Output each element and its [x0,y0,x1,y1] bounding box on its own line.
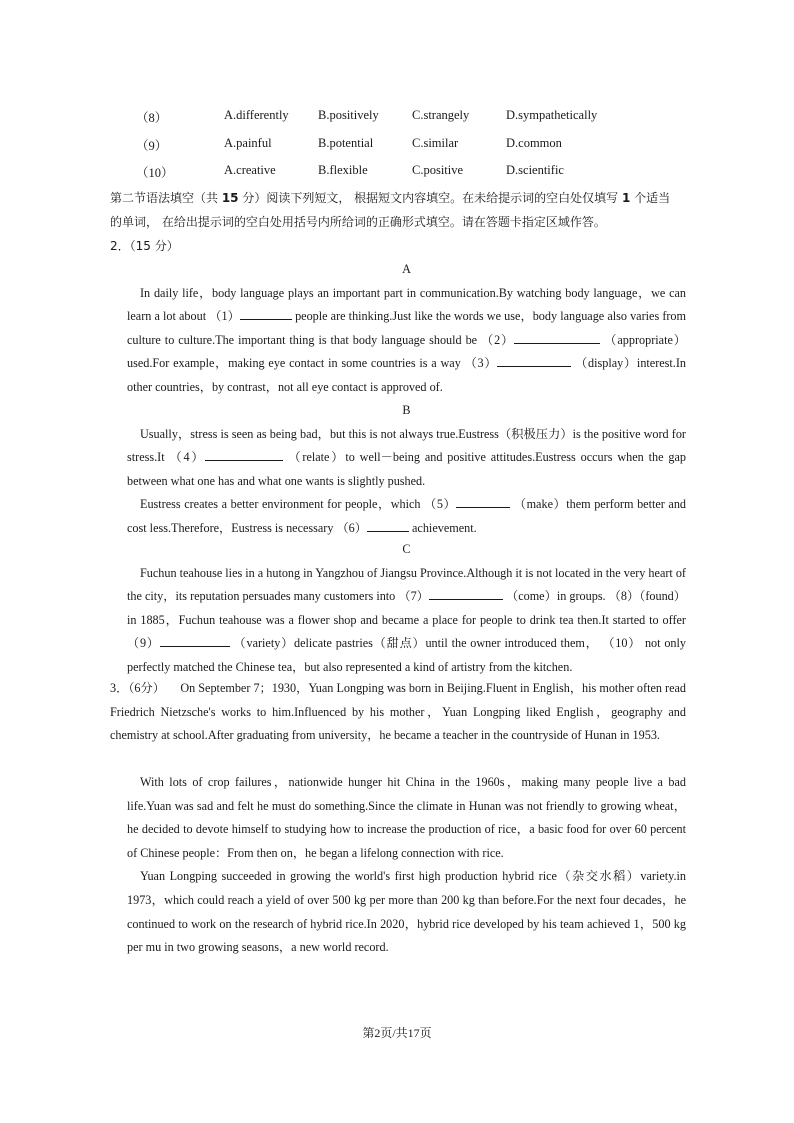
option-a: A.painful [224,136,272,150]
option-b: B.positively [318,108,379,122]
passage-c [127,538,686,680]
option-d: D.scientific [506,163,564,177]
blank-3[interactable] [497,353,571,367]
passage-a-paragraph: In daily life，body language plays an important part in communication.By watching body language，we can learn a lot about （1） people are thinking.Just like the words we use，body language also varies from culture to culture.The important thing is that body language should be （2） （appropriate） used.For example，making eye contact in some countries is a way （3） （display）interest.In other countries，by contrast，not all eye contact is approved of. [127,285,687,394]
question-3-paragraph-3: Yuan Longping succeeded in growing the world's first high production hybrid rice（杂交水稻）variety.in 1973，which could reach a yield of over 500 kg per more than 200 kg than before.For the next four decades，he continued to work on the research of hybrid rice.In 2020，hybrid rice developed by his team achieved 1，500 kg per mu in two growing seasons，a new world record. [127,869,686,955]
option-a: A.creative [224,163,276,177]
passage-b-paragraph-2: Eustress creates a better environment for people，which （5） （make）them perform better and cost less.Therefore，Eustress is necessary （6） achievement. [127,493,686,540]
passage-c-paragraph: Fuchun teahouse lies in a hutong in Yangzhou of Jiangsu Province.Although it is not located in the very heart of the city，its reputation persuades many customers into （7） （come）in groups. （8）（found）in 1885，Fuchun teahouse was a flower shop and became a place for people to drink tea then.It started to offer （9） （variety）delicate pastries（甜点）until the owner introduced them， （10） not only perfectly matched the Chinese tea，but also represented a kind of artistry from the kitchen. [127,565,686,674]
question-3-label: 3．（6分） [110,681,165,695]
question-3 [110,677,686,748]
question-3-paragraph-2: With lots of crop failures，nationwide hunger hit China in the 1960s，making many people live a bad life.Yuan was sad and felt he must do something.Since the climate in Hunan was not friendly to growing wheat，he decided to devote himself to studying how to increase the production of rice，a basic food for over 60 percent of Chinese people：From then on，he began a lifelong connection with rice. [127,775,686,860]
option-c: C.similar [412,136,459,150]
option-a: A.differently [224,108,289,122]
blank-9[interactable] [160,633,230,647]
page-footer: 第2页/共17页 [362,1026,432,1040]
option-number: （8） [136,111,168,125]
blank-6[interactable] [367,518,409,532]
option-number: （10） [136,166,174,180]
question-3-body [127,771,686,960]
passage-b [127,399,686,541]
option-number: （9） [136,139,168,153]
option-b: B.flexible [318,163,368,177]
question-3-paragraph-1: 3．（6分） On September 7；1930，Yuan Longping was born in Beijing.Fluent in English，his mother often read Friedrich Nietzsche's works to him.Influenced by his mother，Yuan Longping liked English，geography and chemistry at school.After graduating from university，he became a teacher in the countryside of Hunan in 1953. [110,681,687,743]
option-d: D.common [506,136,562,150]
option-c: C.strangely [412,108,470,122]
passage-b-heading: B [402,403,411,417]
section-heading-line2: 的单词， 在给出提示词的空白处用括号内所给词的正确形式填空。请在答题卡指定区域作答。 [110,215,606,229]
option-c: C.positive [412,163,464,177]
section-heading [110,186,686,258]
passage-a-heading: A [402,262,411,276]
blank-7[interactable] [429,586,503,600]
passage-a [127,258,686,400]
option-d: D.sympathetically [506,108,598,122]
blank-4[interactable] [205,447,283,461]
blank-2[interactable] [514,330,600,344]
question-2-label: 2．（15 分） [110,239,179,253]
section-heading-line1: 第二节语法填空（共 15 分）阅读下列短文， 根据短文内容填空。在未给提示词的空白处仅填写 1 个适当 [110,191,671,205]
option-b: B.potential [318,136,374,150]
blank-1[interactable] [240,306,292,320]
blank-5[interactable] [456,494,510,508]
passage-b-paragraph-1: Usually，stress is seen as being bad，but this is not always true.Eustress（积极压力）is the positive word for stress.It （4） （relate）to well－being and positive attitudes.Eustress occurs when the gap between what one has and what one wants is slightly pushed. [127,426,686,488]
passage-c-heading: C [402,542,411,556]
